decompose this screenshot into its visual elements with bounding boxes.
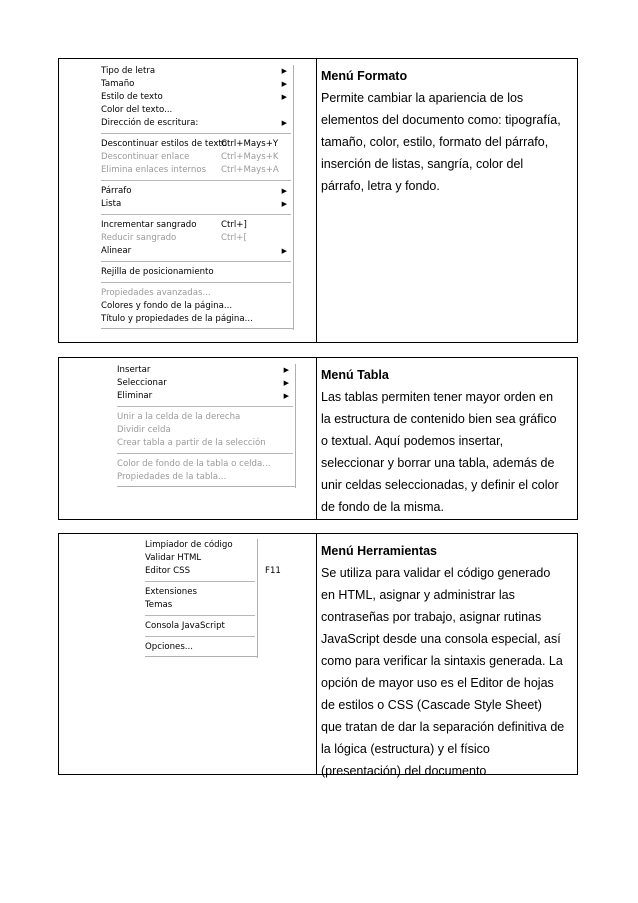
menu-item-label: Opciones... bbox=[145, 642, 193, 652]
menu-item-label: Lista bbox=[101, 199, 122, 209]
menu-item bbox=[101, 151, 291, 164]
body-line: en HTML, asignar y administrar las bbox=[321, 588, 515, 602]
menu-item-label: Elimina enlaces internos bbox=[101, 165, 207, 175]
menu-screenshot-formato bbox=[59, 59, 317, 342]
body-line: como para verificar la sintaxis generada. La bbox=[321, 654, 563, 668]
menu-item-label: Reducir sangrado bbox=[101, 233, 177, 243]
menu-item bbox=[117, 471, 293, 484]
body-line: JavaScript desde una consola especial, así bbox=[321, 632, 561, 646]
menu-item-shortcut: Ctrl+Mays+A bbox=[221, 165, 279, 175]
menu-border-bottom bbox=[101, 328, 294, 329]
menu-separator bbox=[101, 261, 291, 263]
menu-item bbox=[117, 424, 293, 437]
menu-item-label: Editor CSS bbox=[145, 566, 191, 576]
submenu-arrow-icon: ▶ bbox=[281, 247, 287, 255]
body-line: párrafo, letra y fondo. bbox=[321, 179, 440, 193]
menu-item[interactable] bbox=[101, 65, 291, 78]
menu-item-label: Rejilla de posicionamiento bbox=[101, 267, 214, 277]
menu-item bbox=[117, 458, 293, 471]
menu-item[interactable] bbox=[145, 539, 255, 552]
menu-item[interactable] bbox=[145, 552, 255, 565]
menu-item-label: Título y propiedades de la página... bbox=[101, 314, 253, 324]
table-menu-herramientas bbox=[58, 533, 578, 778]
body-line: de fondo de la misma. bbox=[321, 500, 444, 514]
menu-item-label: Incrementar sangrado bbox=[101, 220, 197, 230]
menu-item[interactable] bbox=[101, 198, 291, 211]
menu-item[interactable] bbox=[101, 300, 291, 313]
description-cell bbox=[317, 358, 577, 519]
menu-separator bbox=[101, 180, 291, 182]
menu-item[interactable] bbox=[117, 377, 293, 390]
menu-separator bbox=[145, 581, 255, 583]
menu-item-shortcut: F11 bbox=[265, 566, 281, 576]
menu-item-shortcut: Ctrl+[ bbox=[221, 233, 247, 243]
table-menu-formato bbox=[58, 58, 578, 343]
menu-item-label: Propiedades avanzadas... bbox=[101, 288, 211, 298]
menu-item[interactable] bbox=[101, 245, 291, 258]
menu-separator bbox=[101, 282, 291, 284]
body-line: inserción de listas, sangría, color del bbox=[321, 157, 524, 171]
menu-item-label: Consola JavaScript bbox=[145, 621, 225, 631]
menu-item bbox=[117, 437, 293, 450]
menu-item[interactable] bbox=[145, 599, 255, 612]
menu-item[interactable] bbox=[101, 78, 291, 91]
body-line: que tratan de dar la separación definitiva de bbox=[321, 720, 565, 734]
menu-item-label: Limpiador de código bbox=[145, 540, 233, 550]
body-line: la estructura de contenido bien sea gráfico bbox=[321, 412, 557, 426]
menu-item-label: Alinear bbox=[101, 246, 132, 256]
submenu-arrow-icon: ▶ bbox=[283, 392, 289, 400]
menu-item[interactable] bbox=[145, 620, 255, 633]
menu-separator bbox=[145, 615, 255, 617]
body-line: seleccionar y borrar una tabla, además de bbox=[321, 456, 555, 470]
tabla-menu bbox=[117, 364, 293, 484]
menu-item-label: Estilo de texto bbox=[101, 92, 163, 102]
menu-item-label: Propiedades de la tabla... bbox=[117, 472, 227, 482]
menu-item bbox=[101, 232, 291, 245]
menu-screenshot-tabla bbox=[59, 358, 317, 519]
description-cell bbox=[317, 534, 577, 778]
menu-item-label: Temas bbox=[145, 600, 173, 610]
menu-item bbox=[101, 287, 291, 300]
section-title: Menú Formato bbox=[321, 69, 408, 83]
body-line: Permite cambiar la apariencia de los bbox=[321, 91, 524, 105]
menu-item[interactable] bbox=[101, 219, 291, 232]
menu-separator bbox=[101, 214, 291, 216]
menu-item[interactable] bbox=[101, 91, 291, 104]
description-cell bbox=[317, 59, 577, 342]
menu-item[interactable] bbox=[101, 104, 291, 117]
submenu-arrow-icon: ▶ bbox=[281, 80, 287, 88]
submenu-arrow-icon: ▶ bbox=[283, 379, 289, 387]
menu-item-label: Dividir celda bbox=[117, 425, 171, 435]
body-line: unir celdas seleccionadas, y definir el color bbox=[321, 478, 559, 492]
submenu-arrow-icon: ▶ bbox=[281, 67, 287, 75]
menu-separator bbox=[117, 453, 293, 455]
submenu-arrow-icon: ▶ bbox=[281, 187, 287, 195]
body-line: Se utiliza para validar el código generado bbox=[321, 566, 551, 580]
menu-item-label: Descontinuar enlace bbox=[101, 152, 190, 162]
menu-item-label: Color de fondo de la tabla o celda... bbox=[117, 459, 271, 469]
body-line: contraseñas por trabajo, asignar rutinas bbox=[321, 610, 542, 624]
menu-separator bbox=[101, 133, 291, 135]
submenu-arrow-icon: ▶ bbox=[281, 119, 287, 127]
herramientas-menu bbox=[145, 539, 281, 654]
menu-item[interactable] bbox=[117, 390, 293, 403]
menu-screenshot-herramientas bbox=[59, 534, 317, 774]
menu-item-label: Tipo de letra bbox=[101, 66, 156, 76]
menu-item[interactable] bbox=[145, 586, 255, 599]
body-line: Las tablas permiten tener mayor orden en bbox=[321, 390, 554, 404]
menu-item-shortcut: Ctrl+Mays+K bbox=[221, 152, 279, 162]
menu-item bbox=[117, 411, 293, 424]
menu-item-label: Insertar bbox=[117, 365, 151, 375]
body-line: (presentación) del documento bbox=[321, 764, 487, 778]
menu-item-label: Color del texto... bbox=[101, 105, 173, 115]
menu-border-right bbox=[293, 65, 294, 330]
menu-separator bbox=[145, 636, 255, 638]
menu-item-label: Extensiones bbox=[145, 587, 197, 597]
body-line: elementos del documento como: tipografía, bbox=[321, 113, 561, 127]
menu-item[interactable] bbox=[145, 565, 281, 578]
menu-item[interactable] bbox=[145, 641, 255, 654]
submenu-arrow-icon: ▶ bbox=[281, 200, 287, 208]
menu-item-label: Crear tabla a partir de la selección bbox=[117, 438, 266, 448]
menu-item[interactable] bbox=[101, 117, 291, 130]
submenu-arrow-icon: ▶ bbox=[281, 93, 287, 101]
menu-item[interactable] bbox=[101, 185, 291, 198]
section-title: Menú Tabla bbox=[321, 368, 389, 382]
menu-item-label: Descontinuar estilos de texto bbox=[101, 139, 228, 149]
submenu-arrow-icon: ▶ bbox=[283, 366, 289, 374]
body-line: tamaño, color, estilo, formato del párrafo, bbox=[321, 135, 549, 149]
menu-item[interactable] bbox=[117, 364, 293, 377]
menu-item[interactable] bbox=[101, 266, 291, 279]
menu-item-label: Dirección de escritura: bbox=[101, 118, 199, 128]
menu-item-shortcut: Ctrl+] bbox=[221, 220, 247, 230]
formato-menu bbox=[101, 65, 291, 326]
body-line: de estilos o CSS (Cascade Style Sheet) bbox=[321, 698, 542, 712]
body-line: la lógica (estructura) y el físico bbox=[321, 742, 490, 756]
menu-border-right bbox=[257, 539, 258, 658]
body-line: opción de mayor uso es el Editor de hojas bbox=[321, 676, 554, 690]
menu-item-label: Párrafo bbox=[101, 186, 132, 196]
menu-separator bbox=[117, 406, 293, 408]
section-title: Menú Herramientas bbox=[321, 544, 438, 558]
menu-item-label: Eliminar bbox=[117, 391, 153, 401]
menu-item-label: Unir a la celda de la derecha bbox=[117, 412, 241, 422]
menu-border-bottom bbox=[117, 486, 296, 487]
menu-border-right bbox=[295, 364, 296, 488]
menu-item-label: Validar HTML bbox=[145, 553, 202, 563]
menu-item[interactable] bbox=[101, 313, 291, 326]
menu-item-shortcut: Ctrl+Mays+Y bbox=[221, 139, 279, 149]
menu-item-label: Colores y fondo de la página... bbox=[101, 301, 233, 311]
menu-border-bottom bbox=[145, 656, 258, 657]
menu-item-label: Tamaño bbox=[101, 79, 135, 89]
body-line: o textual. Aquí podemos insertar, bbox=[321, 434, 504, 448]
menu-item-label: Seleccionar bbox=[117, 378, 167, 388]
table-menu-tabla bbox=[58, 357, 578, 520]
menu-item bbox=[101, 164, 291, 177]
menu-item[interactable] bbox=[101, 138, 291, 151]
